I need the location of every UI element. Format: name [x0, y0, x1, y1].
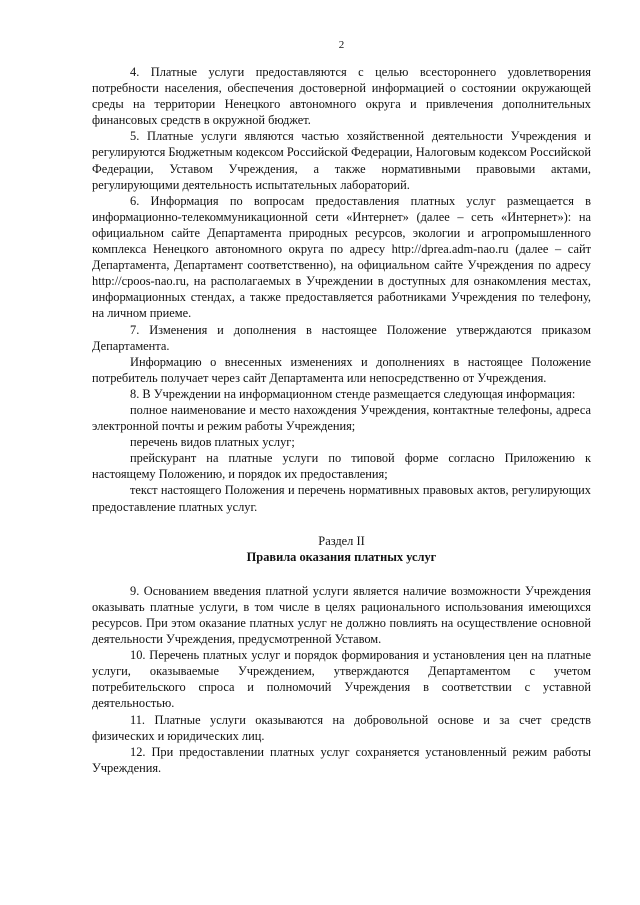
paragraph-8-item-text: текст настоящего Положения и перечень нормативных правовых актов, регулирующих предоставление платных услуг. — [92, 483, 591, 514]
paragraph-8: 8. В Учреждении на информационном стенде размещается следующая информация: — [130, 386, 576, 401]
paragraph-12: 12. При предоставлении платных услуг сохраняется установленный режим работы Учреждения. — [92, 744, 591, 775]
paragraph-8-item-name: полное наименование и место нахождения Учреждения, контактные телефоны, адреса электронной почты и режим работы Учреждения; — [92, 402, 591, 434]
paragraph-8-item-list: перечень видов платных услуг; — [130, 435, 295, 450]
paragraph-7-info: Информацию о внесенных изменениях и дополнениях в настоящее Положение потребитель получает через сайт Департамента или непосредственно от Учреждения. — [92, 354, 591, 385]
paragraph-7: 7. Изменения и дополнения в настоящее Положение утверждаются приказом Департамента. — [92, 322, 591, 353]
paragraph-11: 11. Платные услуги оказываются на добровольной основе и за счет средств физических и юридических лиц. — [92, 712, 591, 743]
paragraph-9: 9. Основанием введения платной услуги является наличие возможности Учреждения оказывать платные услуги, в том числе в целях рационального использования имеющихся ресурсов. При этом оказание платных услуг не должно повлиять на осуществление основной деятельности Учреждения, предусмотренной Уставом. — [92, 583, 591, 647]
section-number: Раздел II — [318, 533, 365, 548]
section-title: Правила оказания платных услуг — [246, 549, 437, 564]
paragraph-6: 6. Информация по вопросам предоставления платных услуг размещается в информационно-телекоммуникационной сети «Интернет» (далее – сеть «Интернет»): на официальном сайте Департамента природных ресурсов, экологии и агропромышленного комплекса Ненецкого автономного округа по адресу http://dprea.adm-nao.ru (далее – сайт Департамента, Департамент соответственно), на официальном сайте Учреждения по адресу http://cpoos-nao.ru, на располагаемых в Учреждении в доступных для ознакомления местах, информационных стендах, а также предоставляется работниками Учреждения по телефону, на личном приеме. — [92, 193, 591, 321]
paragraph-8-item-prices: прейскурант на платные услуги по типовой форме согласно Приложению к настоящему Положению, и порядок их предоставления; — [92, 451, 591, 482]
paragraph-5: 5. Платные услуги являются частью хозяйственной деятельности Учреждения и регулируются Бюджетным кодексом Российской Федерации, Налоговым кодексом Российской Федерации, Уставом Учреждения, а также нормативными правовыми актами, регулирующими деятельность испытательных лабораторий. — [92, 129, 591, 192]
page-number: 2 — [338, 39, 345, 51]
paragraph-4: 4. Платные услуги предоставляются с целью всестороннего удовлетворения потребности населения, обеспечения достоверной информацией о состоянии окружающей среды на территории Ненецкого автономного округа и привлечения дополнительных финансовых средств в окружной бюджет. — [92, 65, 591, 128]
paragraph-10: 10. Перечень платных услуг и порядок формирования и установления цен на платные услуги, оказываемые Учреждением, утверждаются Департаментом с учетом потребительского спроса и полномочий Учреждения в соответствии с уставной деятельностью. — [92, 648, 591, 711]
